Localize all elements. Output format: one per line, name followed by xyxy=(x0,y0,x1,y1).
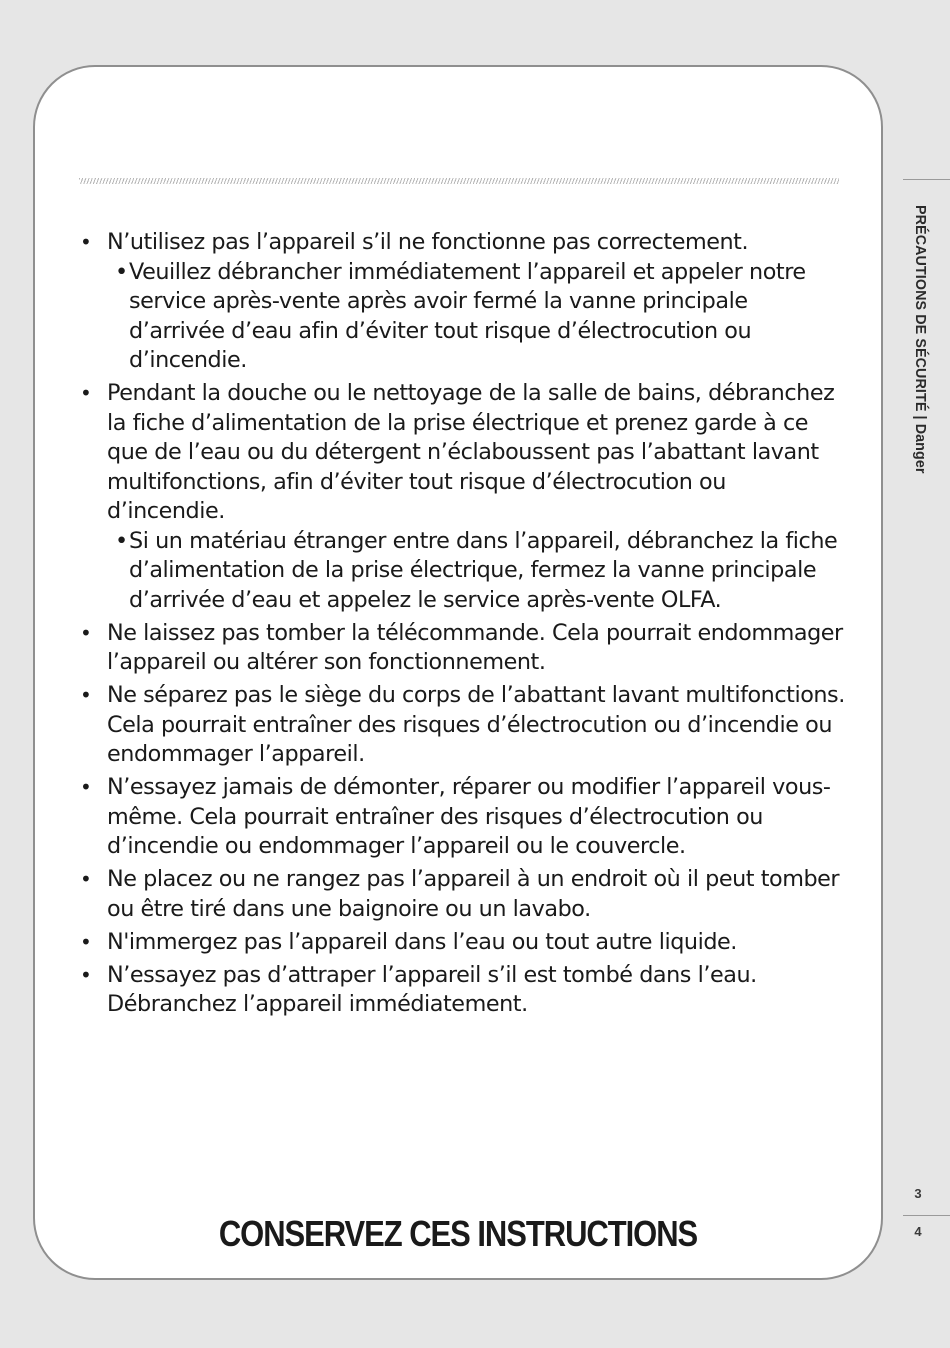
safety-list xyxy=(78,228,848,1023)
list-item-text: N’essayez pas d’attraper l’appareil s’il est tombé dans l’eau. Débranchez l’appareil immédiatement. xyxy=(107,961,757,1017)
side-divider xyxy=(903,179,950,180)
bullet-icon: • xyxy=(80,620,92,645)
section-side-label: PRÉCAUTIONS DE SÉCURITÉ | Danger xyxy=(912,205,928,474)
sub-bullet-icon: • xyxy=(115,527,128,554)
sub-item-text: Veuillez débrancher immédiatement l’appareil et appeler notre service après-vente après avoir fermé la vanne principale d’arrivée d’eau afin d’éviter tout risque d’électrocution ou d’incendie. xyxy=(129,258,806,373)
bullet-icon: • xyxy=(80,867,92,891)
sub-item-text: Si un matériau étranger entre dans l’appareil, débranchez la fiche d’alimentation de la prise électrique, fermez la vanne principale d’arrivée d’eau et appelez le service après-vente OLFA. xyxy=(129,527,838,613)
sub-item xyxy=(115,527,848,616)
list-item xyxy=(78,928,848,958)
list-item xyxy=(78,865,848,924)
list-item-text: N’utilisez pas l’appareil s’il ne fonctionne pas correctement. xyxy=(107,229,749,255)
sub-bullet-icon: • xyxy=(115,258,128,285)
list-item xyxy=(78,228,848,376)
list-item-text: Ne placez ou ne rangez pas l’appareil à un endroit où il peut tomber ou être tiré dans une baignoire ou un lavabo. xyxy=(107,866,840,922)
list-item xyxy=(78,773,848,862)
list-item xyxy=(78,379,848,615)
list-item-text: Ne laissez pas tomber la télécommande. Cela pourrait endommager l’appareil ou altérer son fonctionnement. xyxy=(107,619,843,675)
page-number: 4 xyxy=(914,1224,922,1239)
sub-item xyxy=(115,258,848,376)
list-item-text: N’essayez jamais de démonter, réparer ou modifier l’appareil vous-même. Cela pourrait entraîner des risques d’électrocution ou d’incendie ou endommager l’appareil ou le couvercle. xyxy=(107,774,831,859)
list-item xyxy=(78,619,848,678)
bullet-icon: • xyxy=(80,962,92,987)
list-item xyxy=(78,681,848,770)
bullet-icon: • xyxy=(80,230,92,254)
page-number: 3 xyxy=(914,1186,922,1201)
list-item-text: Ne séparez pas le siège du corps de l’abattant lavant multifonctions. Cela pourrait entraîner des risques d’électrocution ou d’incendie ou endommager l’appareil. xyxy=(107,682,845,767)
footer-title: CONSERVEZ CES INSTRUCTIONS xyxy=(218,1213,698,1254)
bullet-icon: • xyxy=(80,381,92,405)
list-item-text: Pendant la douche ou le nettoyage de la salle de bains, débranchez la fiche d’alimentation de la prise électrique et prenez garde à ce que de l’eau ou du détergent n’éclaboussent pas l’abattant lavant multifonctions, afin d’éviter tout risque d’électrocution ou d’incendie. xyxy=(107,380,835,524)
list-item-text: N'immergez pas l’appareil dans l’eau ou tout autre liquide. xyxy=(107,928,737,955)
bullet-icon: • xyxy=(80,683,92,707)
bullet-icon: • xyxy=(80,775,92,799)
bullet-icon: • xyxy=(80,929,92,954)
list-item xyxy=(78,961,848,1020)
hatched-divider xyxy=(79,178,839,184)
page-number-divider xyxy=(903,1215,950,1216)
